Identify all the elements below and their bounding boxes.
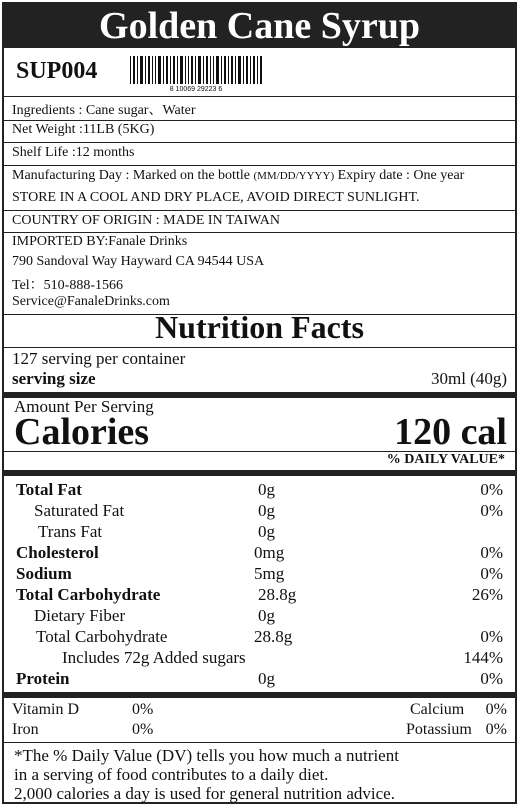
nutrient-dv: 0% xyxy=(480,564,503,583)
product-label xyxy=(2,2,517,804)
servings-per-container: 127 serving per container xyxy=(12,349,186,368)
vitamin-name: Vitamin D xyxy=(12,701,80,718)
daily-value-footnote xyxy=(14,746,504,803)
thick-divider xyxy=(4,470,515,476)
nutrient-name: Protein xyxy=(16,669,70,688)
vitamin-value: 0% xyxy=(485,721,507,738)
divider xyxy=(4,96,515,97)
footnote-line: in a serving of food contributes to a daily diet. xyxy=(14,765,329,784)
divider xyxy=(4,120,515,121)
nutrient-dv: 144% xyxy=(463,648,503,667)
nutrient-dv: 0% xyxy=(480,669,503,688)
importer-text: IMPORTED BY:Fanale Drinks xyxy=(12,234,188,249)
nutrient-name: Cholesterol xyxy=(16,543,99,562)
nutrient-amount: 0g xyxy=(258,669,275,688)
expiry-text: Expiry date : One year xyxy=(337,168,465,183)
nutrient-name: Total Fat xyxy=(16,480,82,499)
manufacturing-text xyxy=(12,168,464,184)
nutrient-name: Saturated Fat xyxy=(34,501,125,520)
sku-code: SUP004 xyxy=(16,58,98,84)
nutrient-name: Dietary Fiber xyxy=(34,606,126,625)
address-text: 790 Sandoval Way Hayward CA 94544 USA xyxy=(12,254,265,269)
footnote-line: 2,000 calories a day is used for general nutrition advice. xyxy=(14,784,395,803)
divider xyxy=(4,142,515,143)
manufacturing-prefix: Manufacturing Day : Marked on the bottle xyxy=(12,168,250,183)
nutrient-dv: 0% xyxy=(480,501,503,520)
nutrient-name: Total Carbohydrate xyxy=(16,585,161,604)
divider xyxy=(4,165,515,166)
nutrient-amount: 28.8g xyxy=(254,627,293,646)
vitamin-value: 0% xyxy=(132,701,154,718)
nutrient-amount: 0mg xyxy=(254,543,285,562)
serving-size-label: serving size xyxy=(12,369,96,388)
nutrient-amount: 28.8g xyxy=(258,585,297,604)
date-format: (MM/DD/YYYY) xyxy=(253,170,335,182)
storage-text: STORE IN A COOL AND DRY PLACE, AVOID DIRECT SUNLIGHT. xyxy=(12,190,420,205)
vitamin-value: 0% xyxy=(132,721,154,738)
nutrient-dv: 0% xyxy=(480,480,503,499)
code-row xyxy=(4,48,515,96)
vitamin-name: Iron xyxy=(12,721,39,738)
nutrient-amount: 5mg xyxy=(254,564,285,583)
email-text: Service@FanaleDrinks.com xyxy=(12,294,170,309)
divider xyxy=(4,210,515,211)
footnote-line: *The % Daily Value (DV) tells you how much a nutrient xyxy=(14,746,399,765)
thick-divider xyxy=(4,692,515,698)
nutrient-amount: 0g xyxy=(258,501,275,520)
nutrient-name: Includes 72g Added sugars xyxy=(62,648,246,667)
divider xyxy=(4,232,515,233)
divider xyxy=(4,347,515,348)
divider xyxy=(4,742,515,743)
barcode-image xyxy=(128,56,264,92)
phone-text: Tel：510-888-1566 xyxy=(12,278,124,293)
amount-per-serving: Amount Per Serving xyxy=(14,397,154,416)
nutrient-dv: 26% xyxy=(471,585,503,604)
barcode-digits: 8 10069 29223 6 xyxy=(169,86,223,92)
serving-size-value: 30ml (40g) xyxy=(430,369,507,388)
nutrient-dv: 0% xyxy=(480,627,503,646)
ingredients-text: Ingredients : Cane sugar、Water xyxy=(12,103,196,118)
vitamin-value: 0% xyxy=(485,701,507,718)
nutrient-dv: 0% xyxy=(480,543,503,562)
origin-text: COUNTRY OF ORIGIN : MADE IN TAIWAN xyxy=(12,213,280,228)
calories-label: Calories xyxy=(14,411,150,453)
product-title: Golden Cane Syrup xyxy=(4,4,515,48)
vitamin-name: Calcium xyxy=(410,701,465,718)
nutrition-facts-heading: Nutrition Facts xyxy=(155,309,364,345)
nutrient-amount: 0g xyxy=(258,606,275,625)
net-weight-text: Net Weight :11LB (5KG) xyxy=(12,122,155,137)
nutrient-name: Trans Fat xyxy=(38,522,103,541)
vitamin-name: Potassium xyxy=(406,721,472,738)
nutrient-name: Sodium xyxy=(16,564,72,583)
shelf-life-text: Shelf Life :12 months xyxy=(12,145,135,160)
daily-value-header: % DAILY VALUE* xyxy=(386,452,505,467)
nutrient-name: Total Carbohydrate xyxy=(36,627,168,646)
nutrient-amount: 0g xyxy=(258,522,275,541)
nutrient-amount: 0g xyxy=(258,480,275,499)
calories-value: 120 cal xyxy=(394,411,507,453)
